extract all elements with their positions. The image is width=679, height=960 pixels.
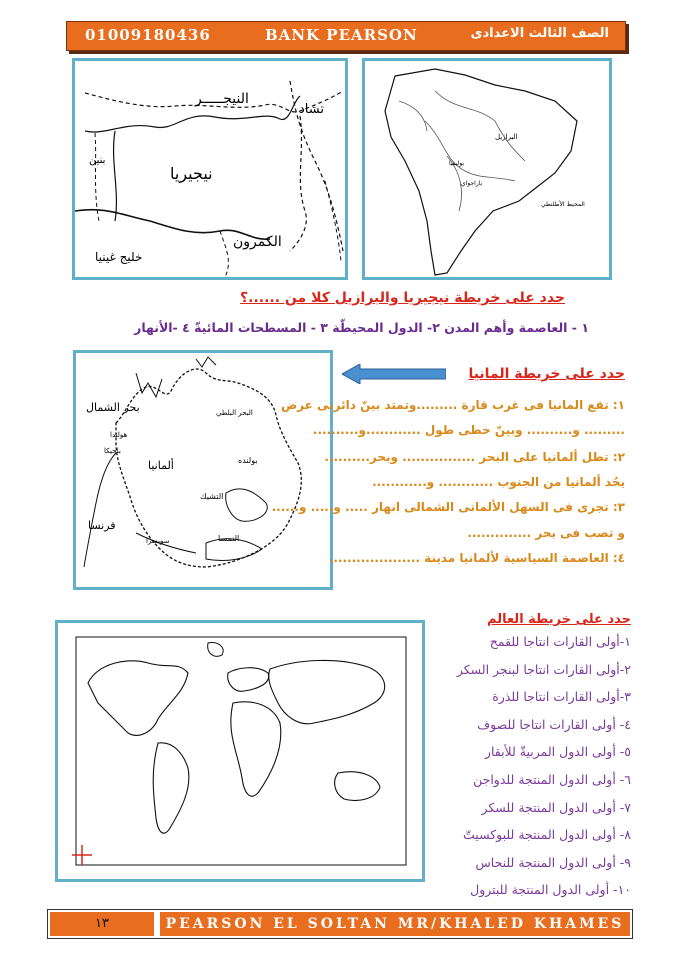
label-north-sea: بحر الشمال	[86, 401, 140, 414]
label-cameroon: الكمرون	[233, 234, 282, 250]
label-paraguay: باراجواي	[461, 180, 483, 187]
world-item-1: ١-أولى القارات انتاجا للقمح	[489, 634, 631, 649]
footer-text: PEARSON EL SOLTAN MR/KHALED KHAMES	[160, 912, 630, 936]
label-netherlands: هولندا	[110, 431, 128, 439]
world-item-9: ٩- أولى الدول المنتجة للنحاس	[475, 855, 631, 870]
nigeria-map	[72, 58, 348, 280]
page-number: ١٣	[50, 912, 154, 936]
label-bolivia: بوليفيا	[449, 160, 465, 167]
grade-label: الصف الثالث الاعدادى	[470, 26, 609, 41]
germany-title: حدد على خريطة المانيا	[468, 366, 625, 382]
label-nigeria: نيجيريا	[170, 164, 213, 183]
germany-q3: ٣: تجرى فى السهل الألمانى الشمالى انهار ..... و..... و......	[271, 500, 625, 514]
world-item-3: ٣-أولى القارات انتاجا للذرة	[492, 689, 631, 704]
label-gulf: خليج غينيا	[95, 250, 143, 264]
world-item-6: ٦- أولى الدول المنتجة للدواجن	[473, 772, 631, 787]
label-baltic: البحر البلطي	[216, 409, 253, 417]
world-map-drawing	[58, 623, 422, 879]
label-switzerland: سويسرا	[146, 537, 170, 545]
world-map	[55, 620, 425, 882]
world-item-8: ٨- أولى الدول المنتجة للبوكسيتّ	[463, 827, 631, 842]
germany-q1-cont: ......... و.......... وبينّ خطى طول ............و..........	[312, 423, 625, 437]
label-czech: التشيك	[200, 492, 224, 501]
brazil-map	[362, 58, 612, 280]
header-bar	[66, 21, 626, 51]
world-title: حدد على خريطة العالم	[487, 612, 631, 627]
world-item-5: ٥- أولى الدول المربيةّ للأبقار	[484, 744, 631, 759]
germany-q2-cont: يحُد ألمانيا من الجنوب ............ و............	[372, 475, 625, 489]
section1-title: حدد على خريطة نيجيريا والبرازيل كلا من ......؟	[240, 290, 565, 306]
world-item-7: ٧- أولى الدول المنتجة للسكر	[481, 800, 631, 815]
germany-q3-cont: و تصب فى بحر ..............	[467, 526, 625, 540]
nigeria-map-drawing	[75, 61, 345, 277]
label-germany: ألمانيا	[148, 459, 174, 472]
section1-items: ١ - العاصمة وأهم المدن ٢- الدول المحيطّة ٣ - المسطحات المائيةّ ٤ -الأنهار	[134, 320, 589, 335]
germany-map	[73, 350, 333, 590]
label-brazil: البرازيل	[495, 133, 518, 141]
label-niger: النيجـــــر	[195, 91, 249, 107]
label-benin: بنين	[89, 155, 106, 166]
phone-number: 01009180436	[85, 26, 211, 44]
germany-q2: ٢: تطل ألمانيا على البحر ................ وبحر..........	[324, 450, 625, 464]
world-item-10: ١٠- أولى الدول المنتجة للبترول	[470, 882, 631, 897]
world-item-2: ٢-أولى القارات انتاجا لبنجر السكر	[456, 662, 631, 677]
label-poland: بولنده	[238, 456, 258, 465]
arrow-icon	[342, 364, 446, 384]
label-belgium: بلجيكا	[104, 447, 121, 455]
bank-title: BANK PEARSON	[265, 26, 418, 44]
brazil-map-drawing	[365, 61, 609, 277]
label-france: فرنسا	[88, 519, 116, 532]
world-item-4: ٤- أولى القارات انتاجا للصوف	[477, 717, 631, 732]
label-austria: النمسا	[218, 534, 240, 543]
label-atlantic: المحيط الأطلنطي	[541, 201, 585, 208]
germany-map-drawing	[76, 353, 330, 587]
label-chad: تشاد	[299, 102, 324, 117]
germany-q4: ٤: العاصمة السياسية لألمانيا مدينة ....................	[328, 551, 625, 565]
footer-bar	[47, 909, 633, 939]
germany-q1: ١: تقع المانيا فى غرب قارة .........وتمتد بينّ دائرتى عرض	[281, 398, 625, 412]
